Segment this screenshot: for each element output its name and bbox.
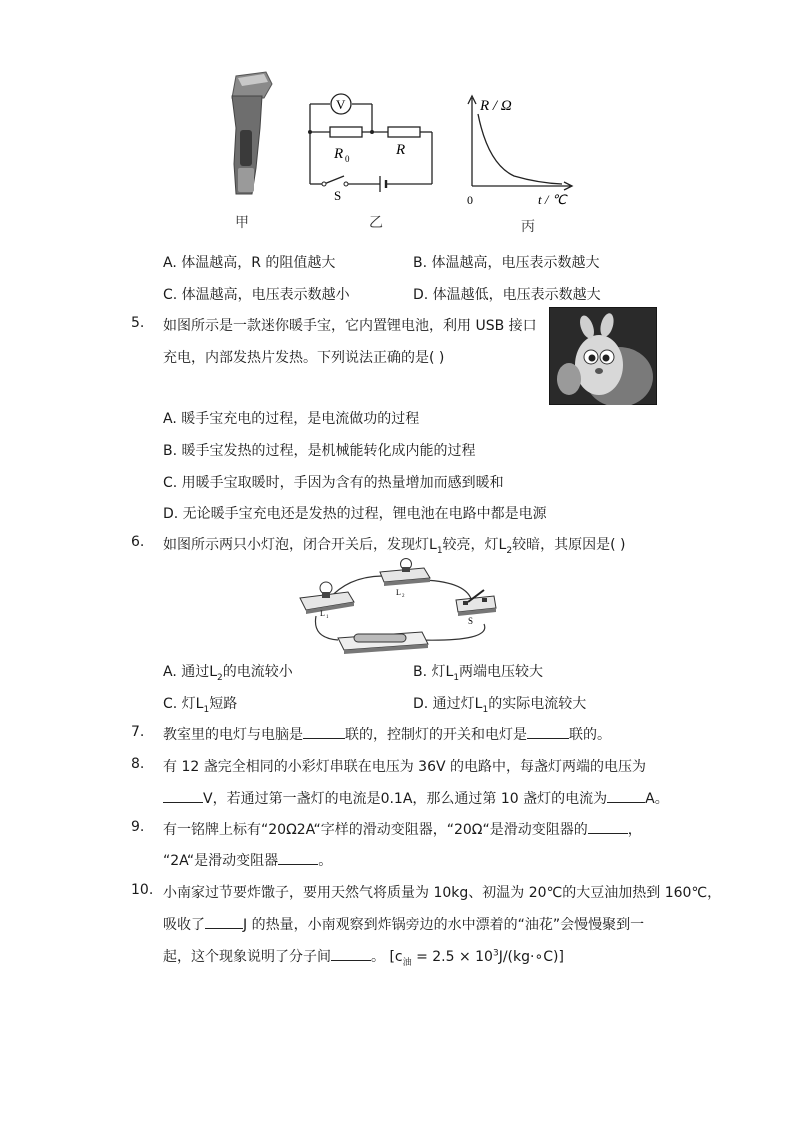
q5-option-a: A. 暖手宝充电的过程，是电流做功的过程 — [163, 411, 420, 427]
q5-option-d: D. 无论暖手宝充电还是发热的过程，锂电池在电路中都是电源 — [163, 506, 547, 522]
switch-label: S — [334, 188, 342, 202]
graph-x-label: t / ℃ — [538, 192, 567, 207]
q10-number: 10. — [131, 882, 154, 898]
graph-origin: 0 — [467, 193, 473, 207]
q9-blank-2[interactable] — [278, 850, 318, 865]
q5-stem-line1: 如图所示是一款迷你暖手宝，它内置锂电池，利用 USB 接口 — [163, 318, 537, 334]
q10-blank-1[interactable] — [205, 914, 243, 929]
caption-yi: 乙 — [369, 215, 383, 231]
q8-blank-1[interactable] — [163, 788, 203, 803]
q6-option-c: C. 灯$L_1$短路 — [163, 696, 238, 715]
q7-stem: 教室里的电灯与电脑是 联的，控制灯的开关和电灯是 联的。 — [163, 724, 611, 744]
q7-number: 7. — [131, 724, 145, 740]
r0-subscript: 0 — [345, 154, 350, 164]
q6-number: 6. — [131, 534, 145, 550]
fig-l2-label: L — [396, 588, 401, 597]
q7-blank-2[interactable] — [527, 724, 569, 739]
voltmeter-label: V — [336, 97, 346, 112]
q6-stem: 如图所示两只小灯泡，闭合开关后，发现灯$L_1$较亮，灯$L_2$较暗，其原因是( ) — [163, 537, 626, 556]
graph-y-label: R / Ω — [480, 98, 512, 114]
caption-jia: 甲 — [235, 215, 249, 231]
q9-stem-line1: 有一铭牌上标有“20Ω2A“字样的滑动变阻器，“20Ω“是滑动变阻器的 ， — [163, 819, 642, 839]
q8-stem-line2: V，若通过第一盏灯的电流是0.1A，那么通过第 10 盏灯的电流为 A。 — [163, 788, 669, 808]
q4-option-c: C. 体温越高，电压表示数越小 — [163, 287, 350, 303]
thermometer-gun-figure — [222, 68, 278, 200]
q8-blank-2[interactable] — [607, 788, 645, 803]
q10-blank-2[interactable] — [331, 946, 371, 961]
fig-l2-subscript: 2 — [402, 594, 405, 599]
q5-option-c: C. 用暖手宝取暖时，手因为含有的热量增加而感到暖和 — [163, 475, 504, 491]
q10-stem-line2: 吸收了 J 的热量，小南观察到炸锅旁边的水中漂着的“油花”会慢慢聚到一 — [163, 914, 644, 934]
q6-option-a: A. 通过$L_2$的电流较小 — [163, 664, 293, 683]
q4-option-a: A. 体温越高，R 的阻值越大 — [163, 255, 336, 271]
r0-label: R — [334, 146, 344, 162]
hand-warmer-photo — [549, 307, 657, 405]
q9-stem-line2: “2A“是滑动变阻器 。 — [163, 850, 332, 870]
q10-stem-line3: 起，这个现象说明了分子间 。 [$c_油 = 2.5$ × $10^3J/(kg\cdot\circ C)$] — [163, 946, 564, 968]
q6-option-b: B. 灯$L_1$两端电压较大 — [413, 664, 544, 683]
q5-stem-line2: 充电，内部发热片发热。下列说法正确的是( ) — [163, 350, 445, 366]
q9-blank-1[interactable] — [588, 819, 628, 834]
circuit-diagram-yi — [300, 92, 440, 202]
fig-l1-subscript: 1 — [326, 615, 329, 620]
caption-bing: 丙 — [521, 219, 535, 235]
fig-switch-label: S — [468, 616, 474, 626]
resistance-temperature-graph — [458, 92, 578, 210]
r-label: R — [396, 142, 406, 158]
bulbs-circuit-figure — [298, 558, 498, 656]
q4-option-d: D. 体温越低，电压表示数越大 — [413, 287, 601, 303]
q9-number: 9. — [131, 819, 145, 835]
q5-option-b: B. 暖手宝发热的过程，是机械能转化成内能的过程 — [163, 443, 476, 459]
q8-number: 8. — [131, 756, 145, 772]
q8-stem-line1: 有 12 盏完全相同的小彩灯串联在电压为 36V 的电路中，每盏灯两端的电压为 — [163, 759, 647, 775]
q10-stem-line1: 小南家过节要炸馓子，要用天然气将质量为 10kg、初温为 20℃的大豆油加热到 160℃， — [163, 885, 722, 901]
fig-l1-label: L — [320, 609, 325, 618]
q7-blank-1[interactable] — [303, 724, 345, 739]
q5-number: 5. — [131, 315, 145, 331]
q4-option-b: B. 体温越高，电压表示数越大 — [413, 255, 600, 271]
q6-option-d: D. 通过灯$L_1$的实际电流较大 — [413, 696, 587, 715]
